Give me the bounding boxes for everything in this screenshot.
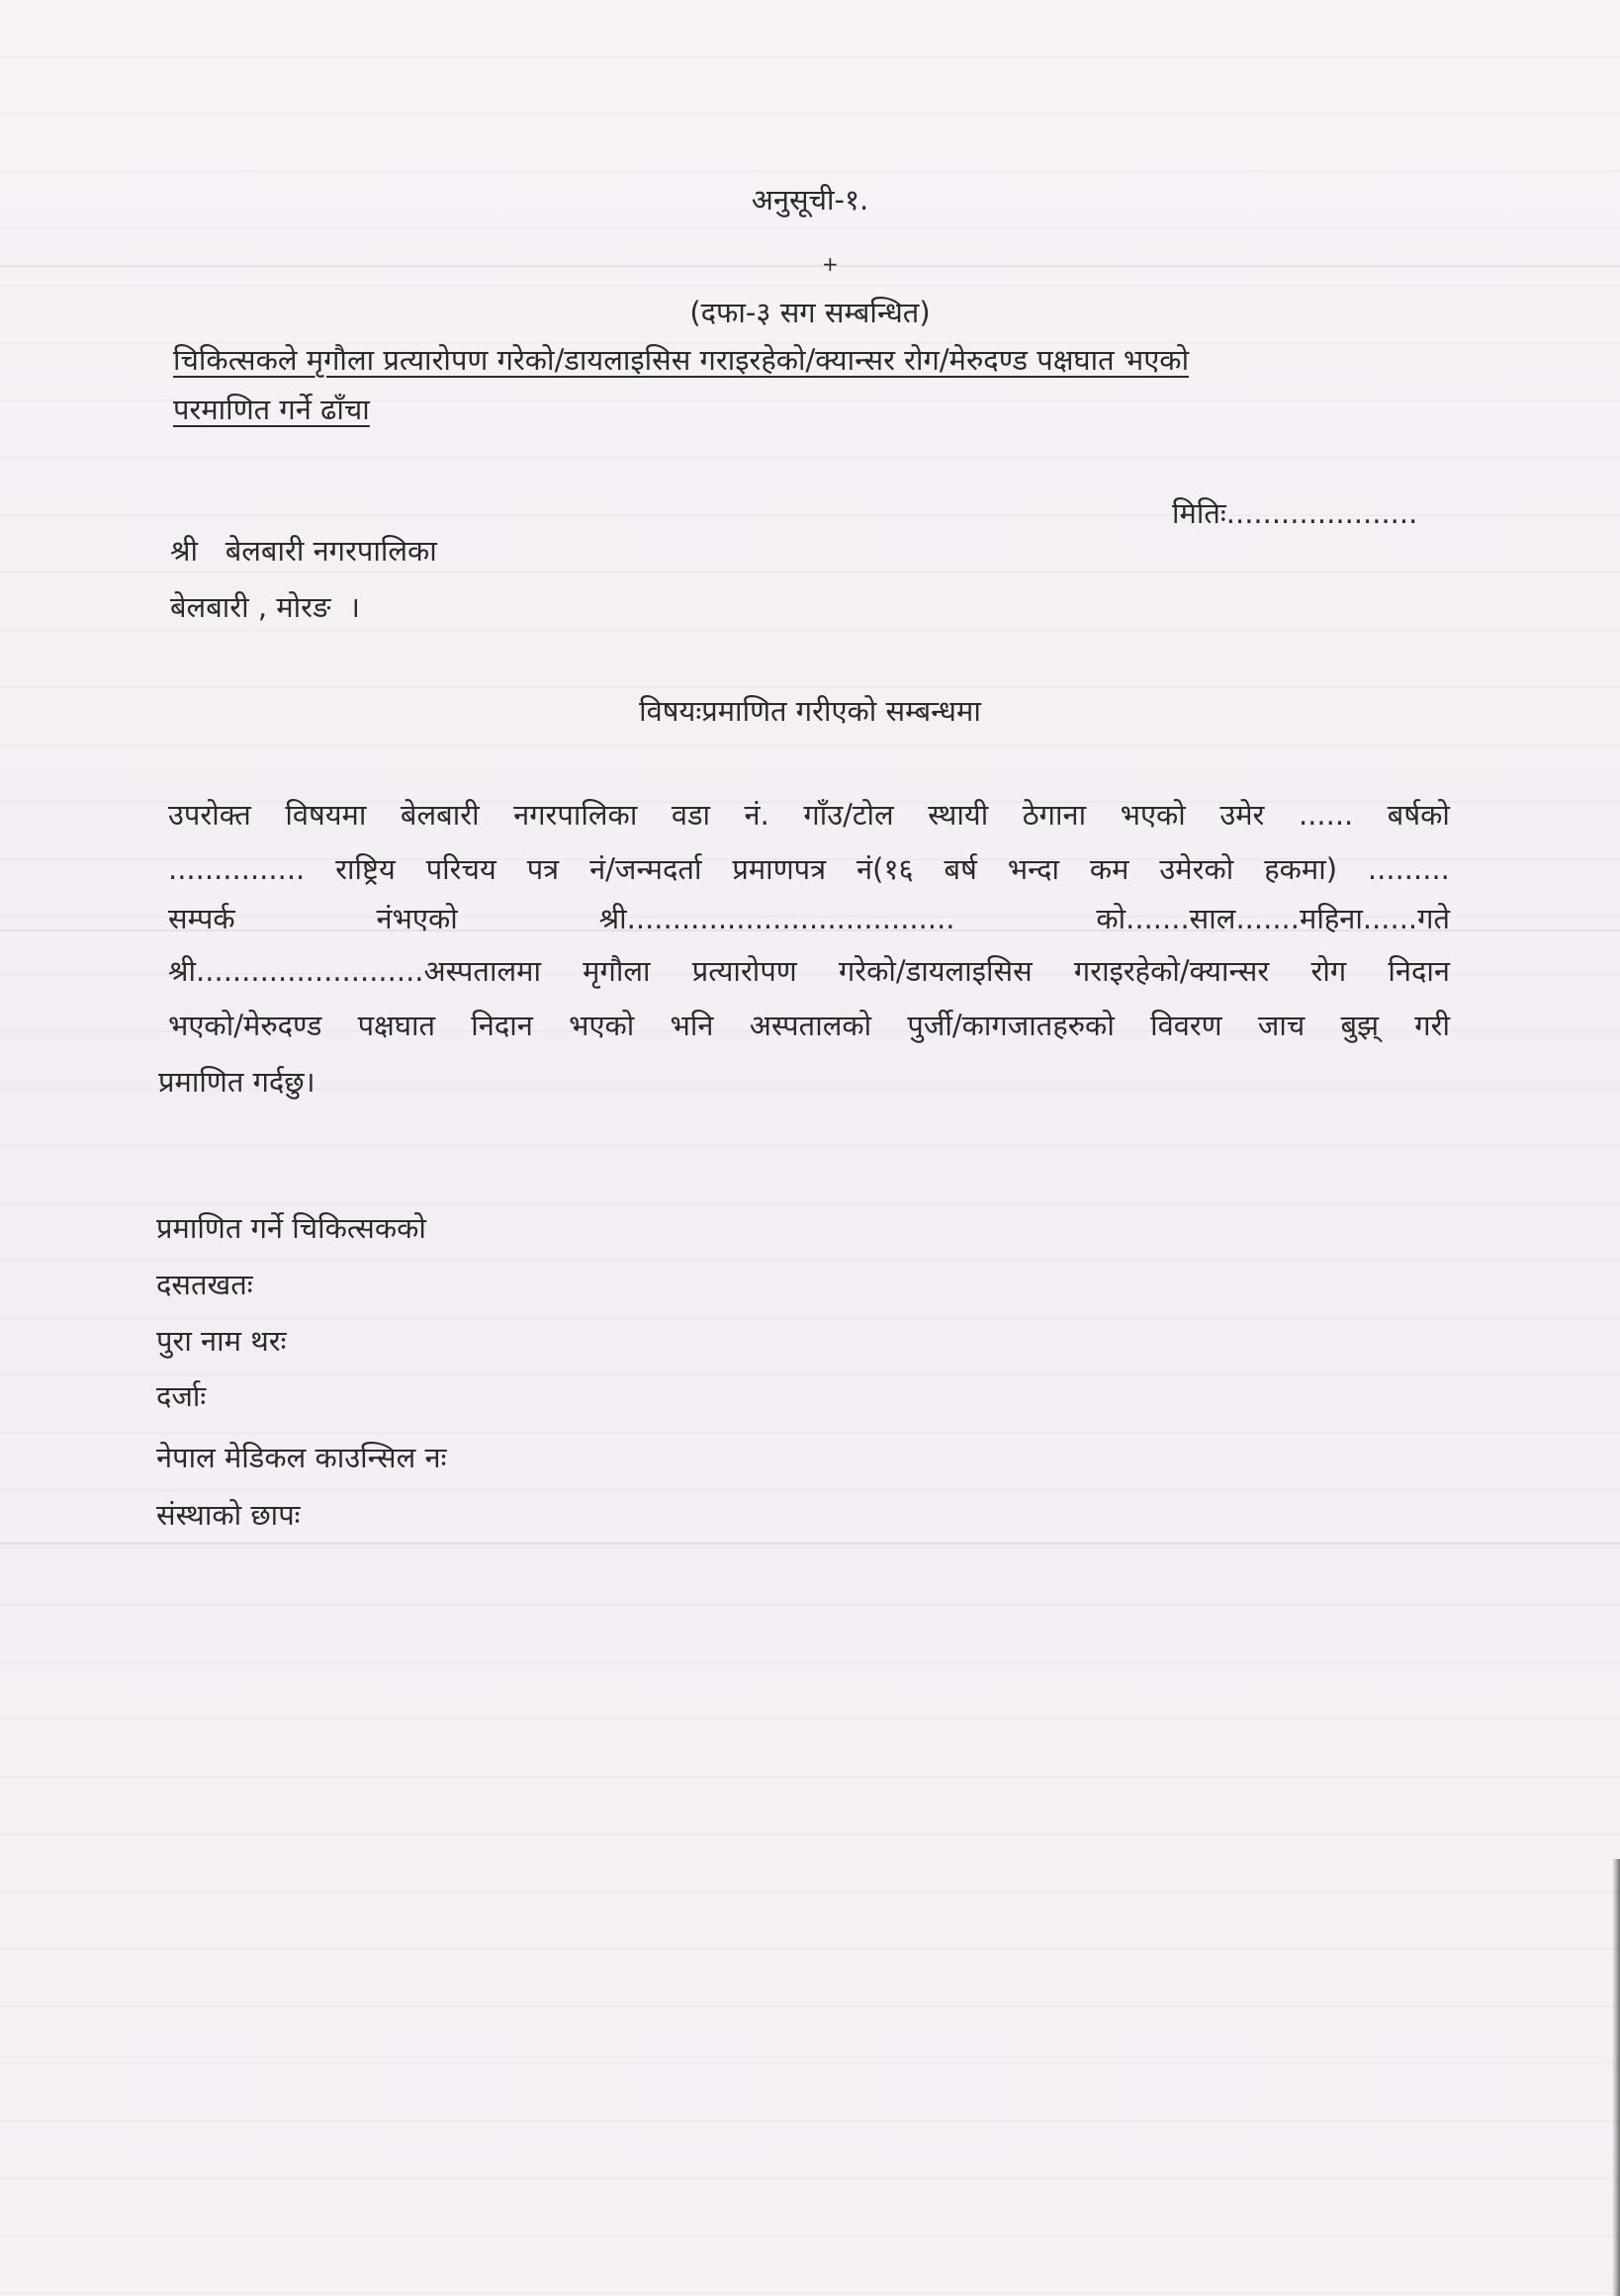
word: निदान bbox=[471, 1009, 533, 1042]
word: सम्पर्क bbox=[168, 902, 235, 935]
word: उमेर bbox=[1219, 798, 1265, 832]
word: नगरपालिका bbox=[513, 798, 638, 832]
body-line-2 bbox=[168, 852, 1450, 886]
word: पत्र bbox=[526, 852, 560, 886]
word: पक्षघात bbox=[357, 1009, 436, 1042]
word: जाच bbox=[1257, 1009, 1305, 1042]
date-field: मितिः..................... bbox=[1172, 496, 1418, 530]
word: बर्षको bbox=[1387, 798, 1450, 832]
word: विषयमा bbox=[285, 798, 367, 832]
body-line-3 bbox=[168, 902, 1450, 935]
addressee-line2: बेलबारी , मोरङ । bbox=[170, 590, 360, 624]
word: नं/जन्मदर्ता bbox=[589, 852, 702, 886]
word: गरी bbox=[1414, 1009, 1450, 1042]
addressee-line1: श्री बेलबारी नगरपालिका bbox=[170, 534, 437, 568]
seal-field: संस्थाको छापः bbox=[156, 1498, 301, 1532]
word: वडा bbox=[671, 798, 711, 832]
word: मृगौला bbox=[583, 954, 651, 988]
paper-crease bbox=[0, 1543, 1620, 1545]
body-line-4 bbox=[168, 954, 1450, 988]
word: अस्पतालको bbox=[749, 1009, 872, 1042]
word: को.......साल.......महिना......गते bbox=[1096, 902, 1450, 935]
form-heading-line2: परमाणित गर्ने ढाँचा bbox=[173, 393, 370, 426]
word: बुझ् bbox=[1340, 1009, 1380, 1042]
word: नं(१६ bbox=[856, 852, 914, 886]
word: नं. bbox=[744, 798, 769, 832]
word: गराइरहेको/क्यान्सर bbox=[1073, 954, 1270, 988]
word: श्री.................................... bbox=[598, 902, 955, 935]
word: नंभएको bbox=[376, 902, 458, 935]
word: विवरण bbox=[1150, 1009, 1222, 1042]
word: उमेरको bbox=[1159, 852, 1234, 886]
council-number-field: नेपाल मेडिकल काउन्सिल नः bbox=[156, 1441, 447, 1474]
certifier-title: प्रमाणित गर्ने चिकित्सकको bbox=[156, 1211, 426, 1245]
word: भएको bbox=[569, 1009, 635, 1042]
word: भनि bbox=[670, 1009, 714, 1042]
word: बेलबारी bbox=[400, 798, 480, 832]
body-line-6: प्रमाणित गर्दछु। bbox=[158, 1065, 315, 1099]
subject-line: विषयःप्रमाणित गरीएको सम्बन्धमा bbox=[639, 694, 981, 728]
word: भन्दा bbox=[1007, 852, 1059, 886]
word: ...... bbox=[1298, 798, 1354, 832]
full-name-field: पुरा नाम थरः bbox=[156, 1324, 287, 1358]
section-reference: (दफा-३ सग सम्बन्धित) bbox=[689, 296, 931, 329]
word: परिचय bbox=[425, 852, 496, 886]
word: पुर्जी/कागजातहरुको bbox=[907, 1009, 1115, 1042]
rank-field: दर्जाः bbox=[156, 1379, 207, 1413]
scan-edge-shadow bbox=[1612, 1859, 1620, 2296]
word: बर्ष bbox=[944, 852, 977, 886]
plus-mark: + bbox=[822, 252, 839, 276]
word: स्थायी bbox=[928, 798, 989, 832]
body-line-1 bbox=[168, 798, 1450, 832]
word: प्रमाणपत्र bbox=[732, 852, 827, 886]
body-line-5 bbox=[168, 1009, 1450, 1042]
word: ठेगाना bbox=[1022, 798, 1087, 832]
word: भएको bbox=[1120, 798, 1186, 832]
annex-title: अनुसूची-१. bbox=[751, 183, 869, 217]
word: हकमा) bbox=[1264, 852, 1338, 886]
word: उपरोक्त bbox=[168, 798, 251, 832]
word: भएको/मेरुदण्ड bbox=[168, 1009, 322, 1042]
word: निदान bbox=[1388, 954, 1450, 988]
word: कम bbox=[1089, 852, 1129, 886]
word: गाँउ/टोल bbox=[803, 798, 894, 832]
form-heading-line1: चिकित्सकले मृगौला प्रत्यारोपण गरेको/डायलाइसिस गराइरहेको/क्यान्सर रोग/मेरुदण्ड पक्षघात भएको bbox=[173, 343, 1190, 377]
word: गरेको/डायलाइसिस bbox=[838, 954, 1033, 988]
word: राष्ट्रिय bbox=[335, 852, 396, 886]
paper-crease bbox=[0, 265, 1620, 267]
word: प्रत्यारोपण bbox=[691, 954, 797, 988]
word: ......... bbox=[1367, 852, 1450, 886]
word: रोग bbox=[1310, 954, 1347, 988]
word: ............... bbox=[168, 852, 306, 886]
word: श्री.........................अस्पतालमा bbox=[168, 954, 541, 988]
signature-field: दसतखतः bbox=[156, 1268, 253, 1301]
